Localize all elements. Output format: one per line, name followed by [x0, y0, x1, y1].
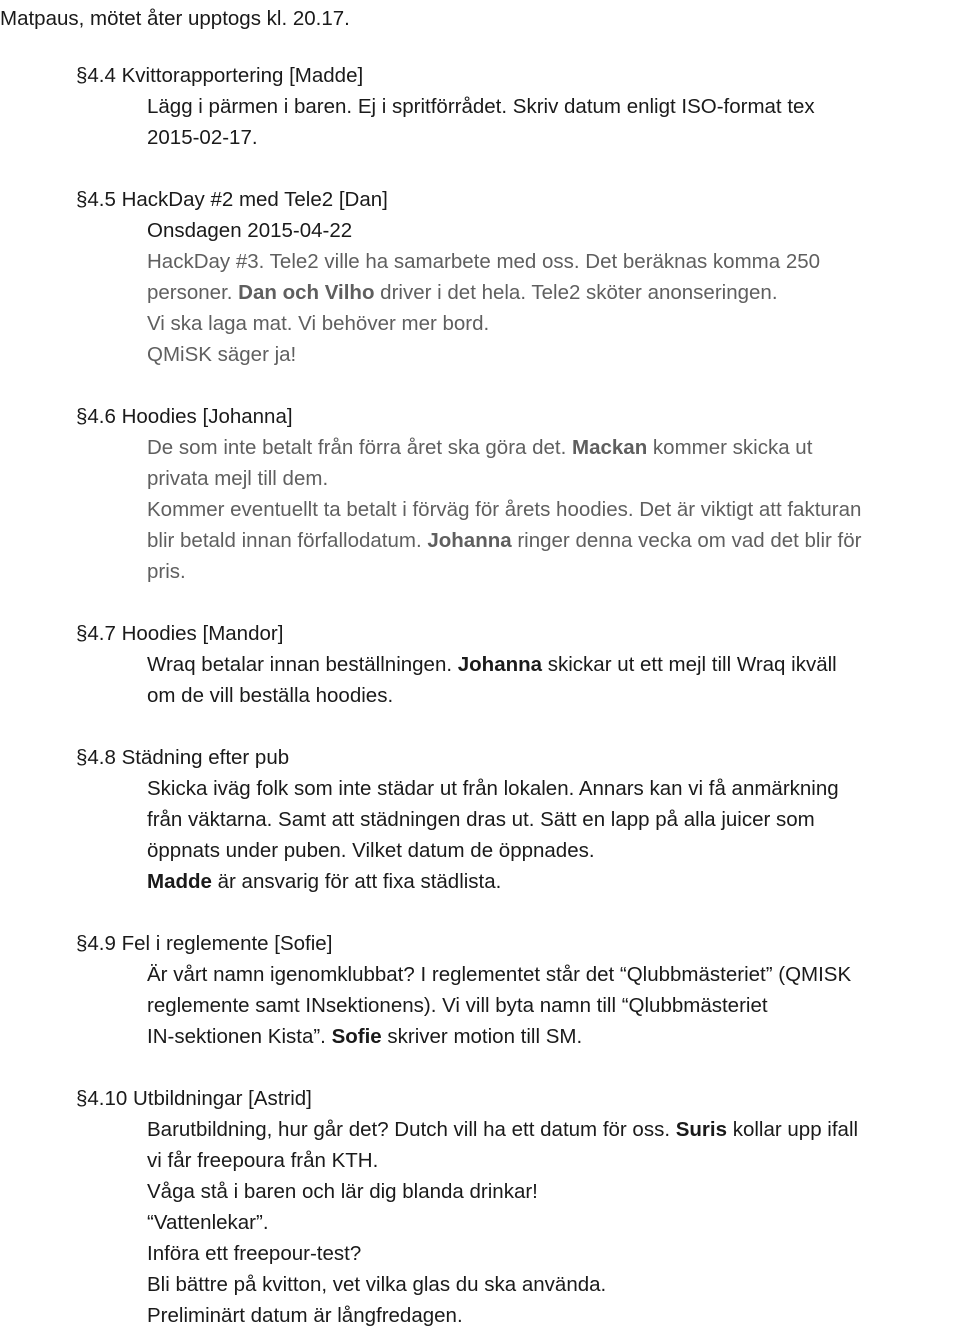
responsible-name: Madde	[147, 870, 212, 893]
section-4-7-text: om de vill beställa hoodies.	[147, 684, 394, 707]
responsible-name: Suris	[675, 1118, 728, 1141]
responsible-names: Dan och Vilho	[238, 281, 375, 304]
section-4-9-heading: §4.9 Fel i reglemente [Sofie]	[76, 932, 333, 955]
section-4-8-text: öppnats under puben. Vilket datum de öppnades.	[147, 839, 595, 862]
section-4-8-heading: §4.8 Städning efter pub	[76, 746, 290, 769]
responsible-name: Johanna	[427, 529, 512, 552]
section-4-9-text: IN-sektionen Kista”. Sofie skriver motion till SM.	[147, 1025, 583, 1048]
section-4-6-text: De som inte betalt från förra året ska göra det. Mackan kommer skicka ut	[147, 436, 813, 459]
section-4-10-text: Bli bättre på kvitton, vet vilka glas du ska använda.	[147, 1273, 607, 1296]
section-4-6-text: privata mejl till dem.	[147, 467, 329, 490]
section-4-7-text: Wraq betalar innan beställningen. Johanna skickar ut ett mejl till Wraq ikväll	[147, 653, 837, 676]
section-4-6-text: pris.	[147, 560, 186, 583]
section-4-6-heading: §4.6 Hoodies [Johanna]	[76, 405, 293, 428]
section-4-9-text: reglemente samt INsektionens). Vi vill byta namn till “Qlubbmästeriet	[147, 994, 768, 1017]
responsible-name: Sofie	[331, 1025, 382, 1048]
section-4-5-text: Onsdagen 2015-04-22	[147, 219, 353, 242]
section-4-8-text: från väktarna. Samt att städningen dras ut. Sätt en lapp på alla juicer som	[147, 808, 815, 831]
section-4-10-text: “Vattenlekar”.	[147, 1211, 269, 1234]
section-4-4-heading: §4.4 Kvittorapportering [Madde]	[76, 64, 364, 87]
section-4-10-text: Preliminärt datum är långfredagen.	[147, 1304, 463, 1327]
section-4-10-text: vi får freepoura från KTH.	[147, 1149, 379, 1172]
section-4-5-text: Vi ska laga mat. Vi behöver mer bord.	[147, 312, 490, 335]
responsible-name: Mackan	[572, 436, 648, 459]
section-4-10-text: Barutbildning, hur går det? Dutch vill ha ett datum för oss. Suris kollar upp ifall	[147, 1118, 859, 1141]
document-header: Matpaus, mötet åter upptogs kl. 20.17.	[0, 7, 350, 30]
section-4-6-text: blir betald innan förfallodatum. Johanna ringer denna vecka om vad det blir för	[147, 529, 862, 552]
section-4-6-text: Kommer eventuellt ta betalt i förväg för årets hoodies. Det är viktigt att fakturan	[147, 498, 862, 521]
section-4-9-text: Är vårt namn igenomklubbat? I reglementet står det “Qlubbmästeriet” (QMISK	[147, 963, 852, 986]
section-4-4-text: 2015-02-17.	[147, 126, 258, 149]
section-4-10-text: Våga stå i baren och lär dig blanda drinkar!	[147, 1180, 538, 1203]
section-4-10-text: Införa ett freepour-test?	[147, 1242, 362, 1265]
section-4-8-text: Skicka iväg folk som inte städar ut från lokalen. Annars kan vi få anmärkning	[147, 777, 839, 800]
section-4-8-text: Madde är ansvarig för att fixa städlista.	[147, 870, 502, 893]
section-4-5-text: HackDay #3. Tele2 ville ha samarbete med oss. Det beräknas komma 250	[147, 250, 821, 273]
section-4-5-text: QMiSK säger ja!	[147, 343, 297, 366]
section-4-5-heading: §4.5 HackDay #2 med Tele2 [Dan]	[76, 188, 388, 211]
section-4-5-text: personer. Dan och Vilho driver i det hela. Tele2 sköter anonseringen.	[147, 281, 778, 304]
section-4-10-heading: §4.10 Utbildningar [Astrid]	[76, 1087, 312, 1110]
responsible-name: Johanna	[457, 653, 543, 676]
section-4-7-heading: §4.7 Hoodies [Mandor]	[76, 622, 284, 645]
section-4-4-text: Lägg i pärmen i baren. Ej i spritförrådet. Skriv datum enligt ISO-format tex	[147, 95, 815, 118]
